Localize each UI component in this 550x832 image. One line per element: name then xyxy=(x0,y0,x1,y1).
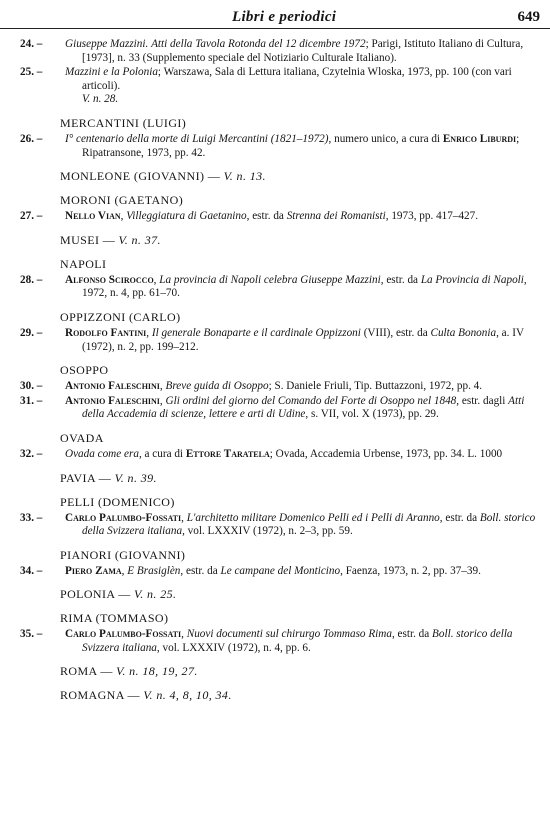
heading-napoli: NAPOLI xyxy=(60,256,107,271)
entry-editor: Ettore Taratela xyxy=(185,447,270,460)
heading-rima: RIMA (TOMMASO) xyxy=(60,611,169,626)
entry-title: Breve guida di Osoppo xyxy=(165,380,269,393)
entry-author: Giuseppe Mazzini. xyxy=(65,38,149,50)
entry-title: Il generale Bonaparte e il cardinale Oppizzoni xyxy=(151,326,361,339)
page-number: 649 xyxy=(517,9,540,25)
heading-oppizzoni: OPPIZZONI (CARLO) xyxy=(60,309,181,324)
cross-reference: V. n. 28. xyxy=(82,93,119,106)
entry-title: Mazzini e la Polonia xyxy=(65,66,158,79)
entry-author: Nello Vian xyxy=(65,210,121,223)
heading-moroni: MORONI (GAETANO) xyxy=(60,193,184,208)
entry-32: 32. – Ovada come era, a cura di Ettore Taratela; Ovada, Accademia Urbense, 1973, pp. 34. L. 1000 xyxy=(20,447,503,460)
entry-29: 29. – Rodolfo Fantini, Il generale Bonaparte e il cardinale Oppizzoni (VIII), estr. da Culta Bononia, a. IV (1972), n. 2, pp. 199–212. xyxy=(20,326,524,353)
entry-author: Piero Zama xyxy=(65,564,122,577)
heading-ovada: OVADA xyxy=(60,430,104,445)
entry-35: 35. – Carlo Palumbo-Fossati, Nuovi documenti sul chirurgo Tommaso Rima, estr. da Boll. storico della Svizzera italiana, vol. LXXXIV (1972), n. 4, pp. 6. xyxy=(20,628,513,654)
entry-editor: Enrico Liburdi xyxy=(442,132,517,145)
entry-title: I° centenario della morte di Luigi Mercantini (1821–1972) xyxy=(65,132,329,145)
entry-author: Alfonso Scirocco xyxy=(65,273,154,286)
entry-title: Atti della Tavola Rotonda del 12 dicembre 1972 xyxy=(151,38,366,50)
heading-roma: ROMA — V. n. 18, 19, 27. xyxy=(60,664,198,679)
entry-title: Nuovi documenti sul chirurgo Tommaso Rima xyxy=(186,628,392,641)
entry-25: 25. – Mazzini e la Polonia; Warszawa, Sala di Lettura italiana, Czytelnia Wloska, 1973, pp. 100 (con vari articoli). V. n. 28. xyxy=(20,66,512,106)
running-title: Libri e periodici xyxy=(232,9,337,25)
entry-author: Carlo Palumbo-Fossati xyxy=(65,511,182,524)
entry-33: 33. – Carlo Palumbo-Fossati, L'architetto militare Domenico Pelli ed i Pelli di Aranno, estr. da Boll. storico della Svizzera italiana, vol. LXXXIV (1972), n. 2–3, pp. 59. xyxy=(20,511,536,538)
entry-title: Ovada come era xyxy=(65,447,139,460)
heading-pavia: PAVIA — V. n. 39. xyxy=(60,470,157,485)
entry-title: E Brasiglèn xyxy=(127,564,181,577)
heading-osoppo: OSOPPO xyxy=(60,363,109,378)
entry-30: 30. – Antonio Faleschini, Breve guida di Osoppo; S. Daniele Friuli, Tip. Buttazzoni, 1972, pp. 4. xyxy=(20,380,483,393)
entry-source: Strenna dei Romanisti xyxy=(286,210,386,223)
entry-28: 28. – Alfonso Scirocco, La provincia di Napoli celebra Giuseppe Mazzini, estr. da La Provincia di Napoli, 1972, n. 4, pp. 61–70. xyxy=(20,273,527,300)
heading-romagna: ROMAGNA — V. n. 4, 8, 10, 34. xyxy=(60,688,232,703)
entry-author: Carlo Palumbo-Fossati xyxy=(65,628,182,641)
entry-title: Gli ordini del giorno del Comando del Forte di Osoppo nel 1848 xyxy=(165,394,457,407)
heading-musei: MUSEI — V. n. 37. xyxy=(60,232,161,247)
entry-author: Antonio Faleschini xyxy=(65,380,160,393)
entry-source: Le campane del Monticino xyxy=(220,564,341,577)
heading-polonia: POLONIA — V. n. 25. xyxy=(60,587,177,602)
entry-31: 31. – Antonio Faleschini, Gli ordini del giorno del Comando del Forte di Osoppo nel 1848, estr. dagli Atti della Accademia di scienze, lettere e arti di Udine, s. VII, vol. X (1973), pp. 29. xyxy=(20,394,525,421)
entry-title: L'architetto militare Domenico Pelli ed i Pelli di Aranno xyxy=(186,511,440,524)
heading-pelli: PELLI (DOMENICO) xyxy=(60,494,175,509)
entry-author: Antonio Faleschini xyxy=(65,394,160,407)
entry-24: 24. – Giuseppe Mazzini. Atti della Tavola Rotonda del 12 dicembre 1972; Parigi, Istituto Italiano di Cultura, [1973], n. 33 (Supplemento speciale del Notiziario Culturale Italiano). xyxy=(20,38,524,64)
entry-title: Villeggiatura di Gaetanino xyxy=(126,210,247,223)
running-header xyxy=(0,6,550,29)
entry-27: 27. – Nello Vian, Villeggiatura di Gaetanino, estr. da Strenna dei Romanisti, 1973, pp. 417–427. xyxy=(20,210,479,223)
entry-title: La provincia di Napoli celebra Giuseppe Mazzini xyxy=(159,273,381,286)
entry-source: Culta Bononia xyxy=(430,326,497,339)
entry-source: La Provincia di Napoli xyxy=(420,273,524,286)
entry-26: 26. – I° centenario della morte di Luigi Mercantini (1821–1972), numero unico, a cura di Enrico Liburdi; Ripatransone, 1973, pp. 42. xyxy=(20,132,520,159)
entry-author: Rodolfo Fantini xyxy=(65,326,147,339)
entry-34: 34. – Piero Zama, E Brasiglèn, estr. da Le campane del Monticino, Faenza, 1973, n. 2, pp. 37–39. xyxy=(20,564,481,577)
heading-mercantini: MERCANTINI (LUIGI) xyxy=(60,115,187,130)
heading-monleone: MONLEONE (GIOVANNI) — V. n. 13. xyxy=(60,169,266,184)
heading-pianori: PIANORI (GIOVANNI) xyxy=(60,547,186,562)
bibliography xyxy=(20,38,540,705)
entry-source: Atti della Accademia di scienze, lettere e arti di Udine xyxy=(82,394,525,421)
entry-source: Boll. storico della Svizzera italiana xyxy=(82,628,513,654)
entry-source: Boll. storico della Svizzera italiana xyxy=(82,511,536,538)
